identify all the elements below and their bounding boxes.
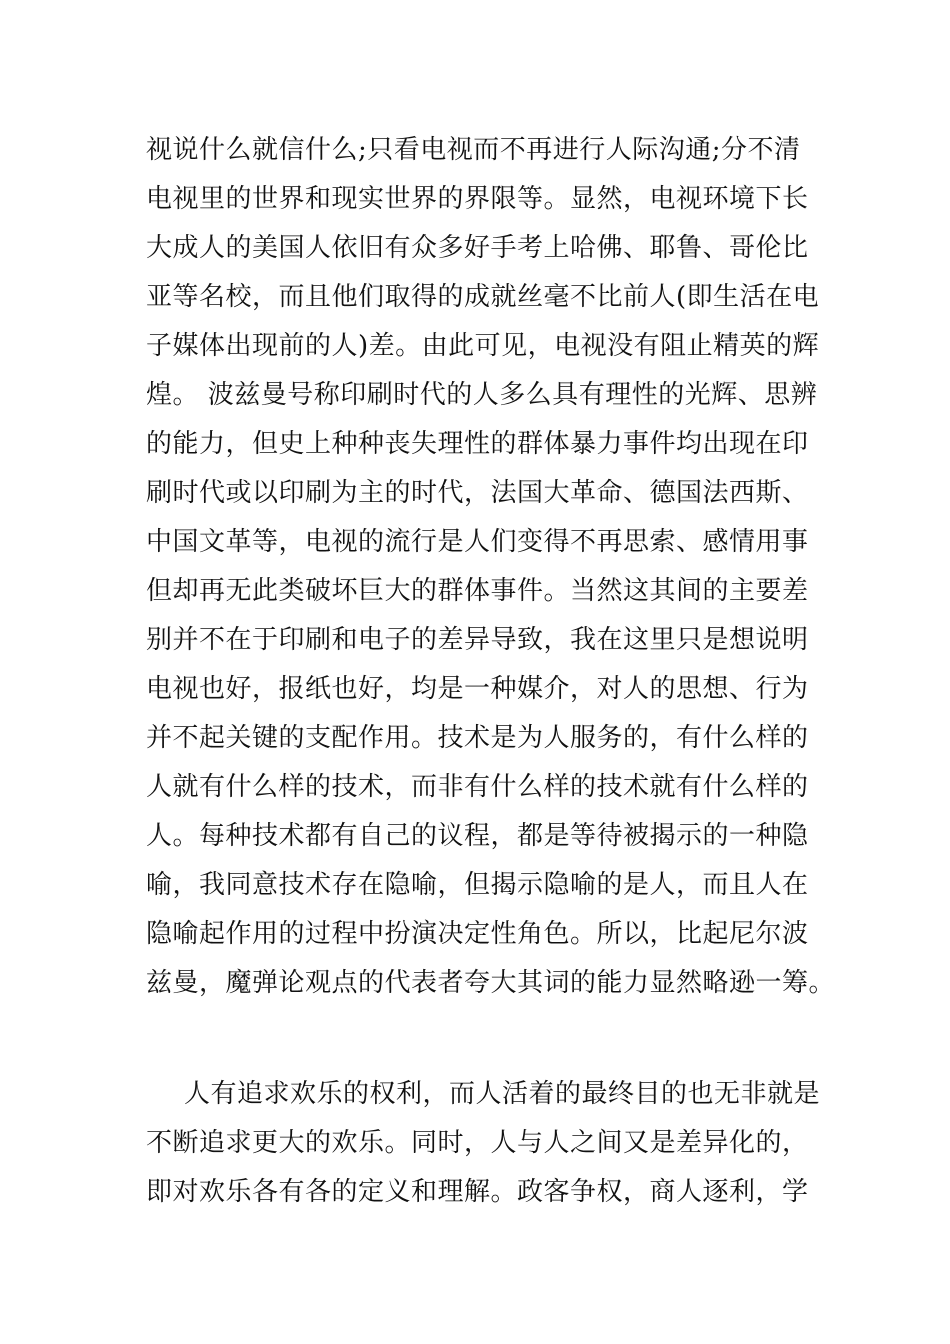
text-line: 别并不在于印刷和电子的差异导致，我在这里只是想说明 (146, 625, 809, 655)
text-line: 但却再无此类破坏巨大的群体事件。当然这其间的主要差 (146, 576, 809, 606)
text-line: 兹曼，魔弹论观点的代表者夸大其词的能力显然略逊一筹。 (146, 968, 836, 998)
text-line: 视说什么就信什么;只看电视而不再进行人际沟通;分不清 (146, 135, 801, 165)
text-line: 大成人的美国人依旧有众多好手考上哈佛、耶鲁、哥伦比 (146, 233, 809, 263)
text-line: 并不起关键的支配作用。技术是为人服务的，有什么样的 (146, 723, 809, 753)
text-line: 喻，我同意技术存在隐喻，但揭示隐喻的是人，而且人在 (146, 870, 809, 900)
text-line: 电视也好，报纸也好，均是一种媒介，对人的思想、行为 (146, 674, 809, 704)
text-line: 中国文革等，电视的流行是人们变得不再思索、感情用事 (146, 527, 809, 557)
text-line: 不断追求更大的欢乐。同时，人与人之间又是差异化的， (146, 1128, 809, 1158)
text-line: 即对欢乐各有各的定义和理解。政客争权，商人逐利，学 (146, 1177, 809, 1207)
text-line: 人有追求欢乐的权利，而人活着的最终目的也无非就是 (184, 1079, 821, 1109)
text-line: 子媒体出现前的人)差。由此可见，电视没有阻止精英的辉 (146, 331, 820, 361)
text-line: 人。每种技术都有自己的议程，都是等待被揭示的一种隐 (146, 821, 809, 851)
text-line: 隐喻起作用的过程中扮演决定性角色。所以，比起尼尔波 (146, 919, 809, 949)
text-line: 煌。 波兹曼号称印刷时代的人多么具有理性的光辉、思辨 (146, 380, 818, 410)
text-line: 刷时代或以印刷为主的时代，法国大革命、德国法西斯、 (146, 478, 809, 508)
text-line: 的能力，但史上种种丧失理性的群体暴力事件均出现在印 (146, 429, 809, 459)
text-line: 电视里的世界和现实世界的界限等。显然，电视环境下长 (146, 184, 809, 214)
text-line: 亚等名校，而且他们取得的成就丝毫不比前人(即生活在电 (146, 282, 820, 312)
text-line: 人就有什么样的技术，而非有什么样的技术就有什么样的 (146, 772, 809, 802)
